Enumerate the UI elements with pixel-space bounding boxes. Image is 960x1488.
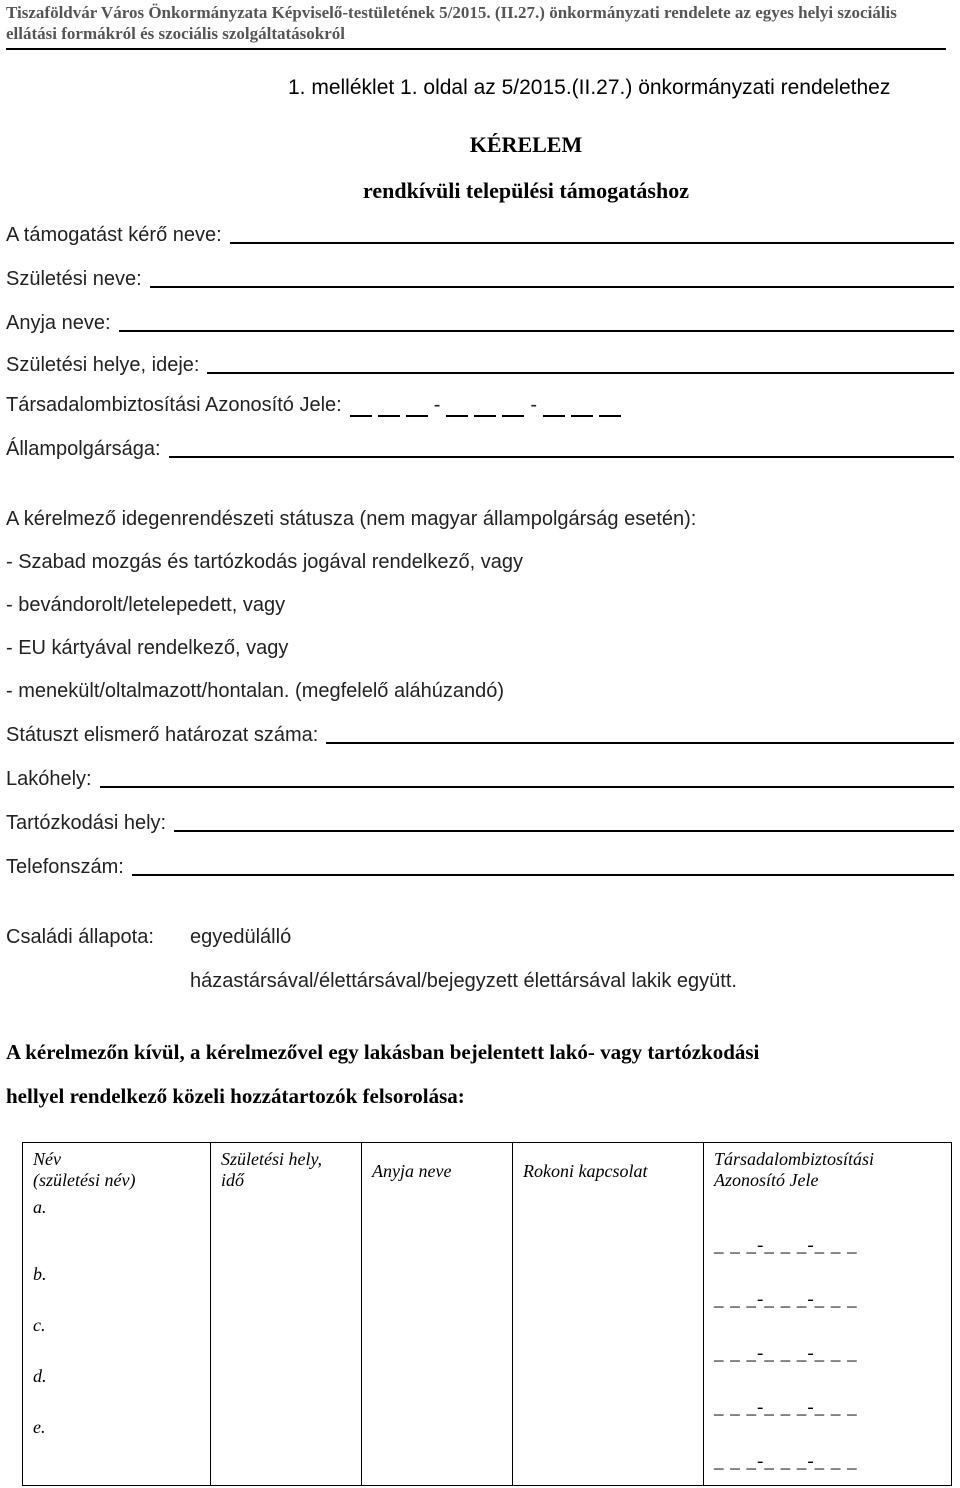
mother-name-label: Anyja neve:: [6, 312, 111, 334]
birth-name-row: [6, 266, 954, 291]
stay-place-row: [6, 810, 954, 835]
phone-row: [6, 854, 954, 879]
stay-place-field[interactable]: [174, 810, 954, 832]
birth-name-label: Születési neve:: [6, 268, 142, 290]
taj-field[interactable]: - -: [350, 394, 627, 417]
status-option-immigrant[interactable]: - bevándorolt/letelepedett, vagy: [6, 594, 286, 616]
page-header: [6, 2, 946, 50]
family-option-single[interactable]: egyedülálló: [190, 926, 292, 948]
phone-label: Telefonszám:: [6, 856, 124, 878]
phone-field[interactable]: [132, 854, 954, 876]
mother-name-field[interactable]: [119, 310, 954, 332]
header-mother: Anyja neve: [372, 1161, 452, 1181]
residence-field[interactable]: [100, 766, 954, 788]
header-name-sub: (születési név): [33, 1170, 136, 1190]
row-label-a: a.: [33, 1197, 47, 1217]
taj-column[interactable]: [704, 1143, 952, 1486]
name-row: [6, 222, 954, 247]
header-name: Név: [33, 1149, 61, 1169]
mother-column[interactable]: [362, 1143, 513, 1486]
header-birth: Születési hely,: [221, 1149, 322, 1169]
relatives-heading-line-2: hellyel rendelkező közeli hozzátartozók felsorolása:: [6, 1084, 465, 1108]
row-label-e: e.: [33, 1417, 46, 1437]
header-line-1: Tiszaföldvár Város Önkormányzata Képviselő-testületének 5/2015. (II.27.) önkormányzati rendelete az egyes helyi szociális: [6, 3, 897, 22]
decision-field[interactable]: [326, 722, 954, 744]
row-label-c: c.: [33, 1315, 46, 1335]
family-option-partner[interactable]: házastársával/élettársával/bejegyzett élettársával lakik együtt.: [190, 970, 737, 992]
citizenship-label: Állampolgársága:: [6, 438, 161, 460]
form-title: KÉRELEM: [469, 132, 583, 157]
birth-place-row: [6, 352, 954, 377]
taj-entry-e[interactable]: _ _ _-_ _ _-_ _ _: [714, 1451, 858, 1472]
residence-row: [6, 766, 954, 791]
row-label-d: d.: [33, 1366, 47, 1386]
name-column[interactable]: [23, 1143, 211, 1486]
header-birth-sub: idő: [221, 1170, 245, 1190]
name-label: A támogatást kérő neve:: [6, 224, 222, 246]
relatives-table: [22, 1142, 952, 1486]
decision-label: Státuszt elismerő határozat száma:: [6, 724, 319, 746]
status-option-free-movement[interactable]: - Szabad mozgás és tartózkodás jogával rendelkező, vagy: [6, 551, 523, 573]
birth-name-field[interactable]: [150, 266, 954, 288]
taj-entry-a[interactable]: _ _ _-_ _ _-_ _ _: [714, 1235, 858, 1256]
status-intro: A kérelmező idegenrendészeti státusza (nem magyar állampolgárság esetén):: [6, 508, 697, 530]
birth-place-label: Születési helye, ideje:: [6, 354, 200, 376]
name-field[interactable]: [230, 222, 954, 244]
status-option-eu-card[interactable]: - EU kártyával rendelkező, vagy: [6, 637, 289, 659]
taj-row: [6, 394, 954, 417]
form-subtitle: rendkívüli települési támogatáshoz: [363, 178, 689, 203]
table-row: [23, 1143, 952, 1486]
header-relation: Rokoni kapcsolat: [523, 1161, 648, 1181]
taj-label: Társadalombiztosítási Azonosító Jele:: [6, 394, 342, 416]
row-label-b: b.: [33, 1264, 47, 1284]
mother-name-row: [6, 310, 954, 335]
status-option-refugee[interactable]: - menekült/oltalmazott/hontalan. (megfelelő aláhúzandó): [6, 680, 505, 702]
taj-entry-b[interactable]: _ _ _-_ _ _-_ _ _: [714, 1289, 858, 1310]
stay-place-label: Tartózkodási hely:: [6, 812, 167, 834]
birth-place-field[interactable]: [207, 352, 954, 374]
citizenship-field[interactable]: [169, 436, 954, 458]
header-taj: Társadalombiztosítási: [714, 1149, 875, 1169]
family-status-label: Családi állapota:: [6, 926, 154, 948]
header-line-2: ellátási formákról és szociális szolgáltatásokról: [6, 24, 346, 43]
birth-column[interactable]: [211, 1143, 362, 1486]
residence-label: Lakóhely:: [6, 768, 92, 790]
citizenship-row: [6, 436, 954, 461]
relation-column[interactable]: [513, 1143, 704, 1486]
decision-row: [6, 722, 954, 747]
taj-entry-d[interactable]: _ _ _-_ _ _-_ _ _: [714, 1397, 858, 1418]
annex-reference: 1. melléklet 1. oldal az 5/2015.(II.27.) önkormányzati rendelethez: [288, 76, 891, 99]
taj-entry-c[interactable]: _ _ _-_ _ _-_ _ _: [714, 1343, 858, 1364]
relatives-heading-line-1: A kérelmezőn kívül, a kérelmezővel egy lakásban bejelentett lakó- vagy tartózkodási: [6, 1040, 760, 1064]
header-taj-sub: Azonosító Jele: [714, 1170, 819, 1190]
